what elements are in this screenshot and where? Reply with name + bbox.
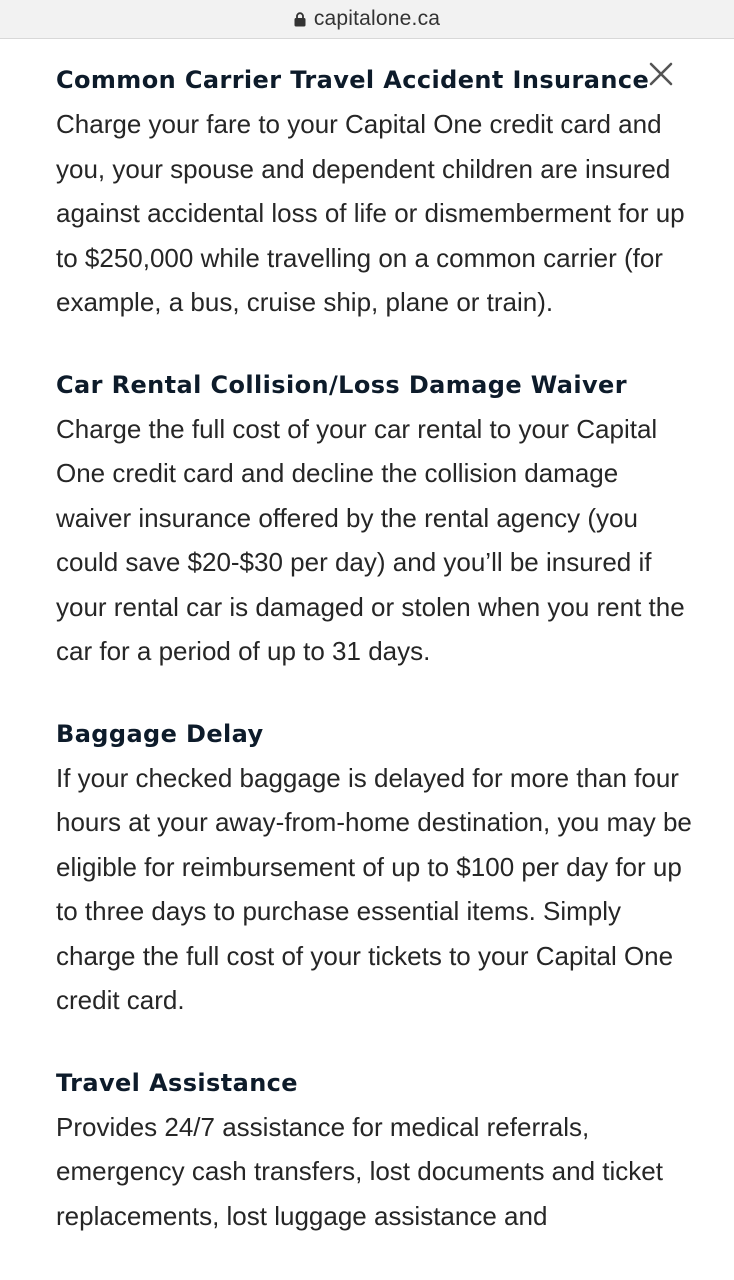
section-body: If your checked baggage is delayed for more than four hours at your away-from-home destination, you may be eligible for reimbursement of up to $100 per day for up to three days to purchase essential items. Simply charge the full cost of your tickets to your Capital One credit card. xyxy=(56,762,692,1015)
browser-url-bar[interactable] xyxy=(0,0,734,39)
section-common-carrier xyxy=(56,58,696,325)
section-body: Charge your fare to your Capital One credit card and you, your spouse and dependent children are insured against accidental loss of life or dismemberment for up to $250,000 while travelling on a common carrier (for example, a bus, cruise ship, plane or train). xyxy=(56,109,685,317)
section-title: Travel Assistance xyxy=(56,1068,298,1097)
section-car-rental xyxy=(56,363,696,674)
section-baggage-delay xyxy=(56,712,696,1023)
insurance-benefits-content xyxy=(56,58,696,1276)
section-travel-assistance xyxy=(56,1061,696,1239)
url-text: capitalone.ca xyxy=(313,7,441,30)
section-title: Car Rental Collision/Loss Damage Waiver xyxy=(56,370,627,399)
section-body: Provides 24/7 assistance for medical referrals, emergency cash transfers, lost documents and ticket replacements, lost luggage assistance and xyxy=(56,1111,663,1231)
lock-icon xyxy=(294,12,306,27)
section-body: Charge the full cost of your car rental to your Capital One credit card and decline the collision damage waiver insurance offered by the rental agency (you could save $20-$30 per day) and you’ll be insured if your rental car is damaged or stolen when you rent the car for a period of up to 31 days. xyxy=(56,413,685,666)
section-title: Common Carrier Travel Accident Insurance xyxy=(56,66,650,94)
section-title: Baggage Delay xyxy=(56,719,264,748)
